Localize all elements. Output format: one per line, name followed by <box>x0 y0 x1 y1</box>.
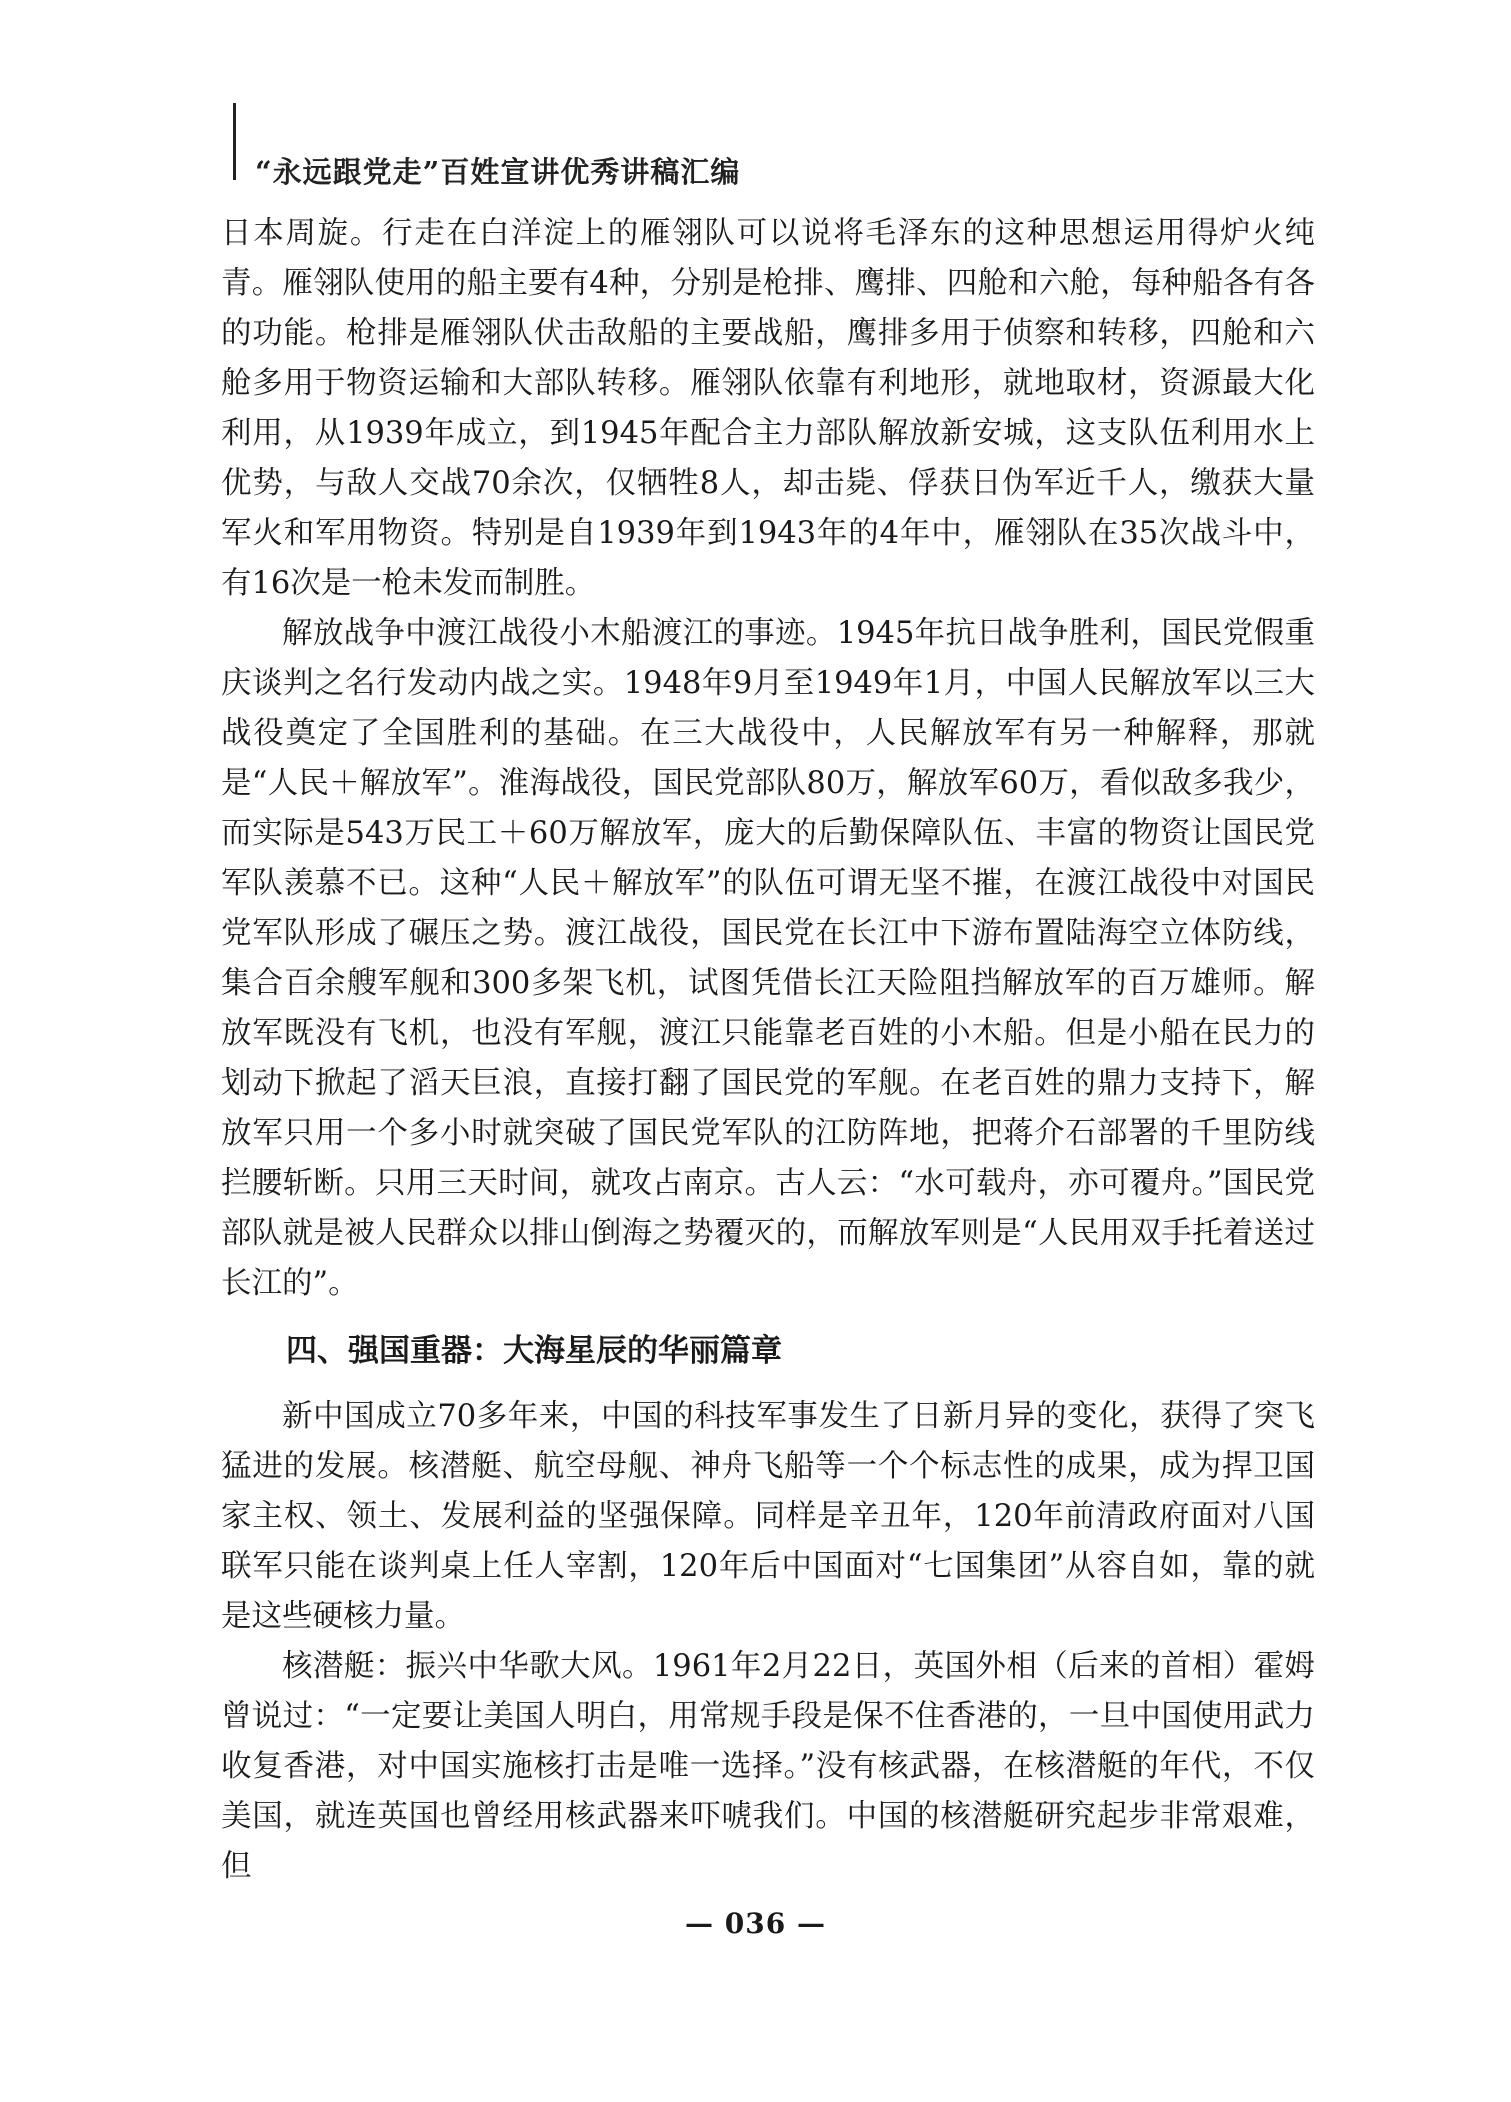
paragraph-crossing-river: 解放战争中渡江战役小木船渡江的事迹。1945年抗日战争胜利，国民党假重庆谈判之名行发动内战之实。1948年9月至1949年1月，中国人民解放军以三大战役奠定了全国胜利的基础。在三大战役中，人民解放军有另一种解释，那就是“人民＋解放军”。淮海战役，国民党部队80万，解放军60万，看似敌多我少，而实际是543万民工＋60万解放军，庞大的后勤保障队伍、丰富的物资让国民党军队羡慕不已。这种“人民＋解放军”的队伍可谓无坚不摧，在渡江战役中对国民党军队形成了碾压之势。渡江战役，国民党在长江中下游布置陆海空立体防线，集合百余艘军舰和300多架飞机，试图凭借长江天险阻挡解放军的百万雄师。解放军既没有飞机，也没有军舰，渡江只能靠老百姓的小木船。但是小船在民力的划动下掀起了滔天巨浪，直接打翻了国民党的军舰。在老百姓的鼎力支持下，解放军只用一个多小时就突破了国民党军队的江防阵地，把蒋介石部署的千里防线拦腰斩断。只用三天时间，就攻占南京。古人云：“水可载舟，亦可覆舟。”国民党部队就是被人民群众以排山倒海之势覆灭的，而解放军则是“人民用双手托着送过长江的”。 <box>221 616 1315 1301</box>
paragraph-tech-military: 新中国成立70多年来，中国的科技军事发生了日新月异的变化，获得了突飞猛进的发展。核潜艇、航空母舰、神舟飞船等一个个标志性的成果，成为捍卫国家主权、领土、发展利益的坚强保障。同样是辛丑年，120年前清政府面对八国联军只能在谈判桌上任人宰割，120年后中国面对“七国集团”从容自如，靠的就是这些硬核力量。 <box>221 1399 1315 1634</box>
paragraph-continued: 日本周旋。行走在白洋淀上的雁翎队可以说将毛泽东的这种思想运用得炉火纯青。雁翎队使用的船主要有4种，分别是枪排、鹰排、四舱和六舱，每种船各有各的功能。枪排是雁翎队伏击敌船的主要战船，鹰排多用于侦察和转移，四舱和六舱多用于物资运输和大部队转移。雁翎队依靠有利地形，就地取材，资源最大化利用，从1939年成立，到1945年配合主力部队解放新安城，这支队伍利用水上优势，与敌人交战70余次，仅牺牲8人，却击毙、俘获日伪军近千人，缴获大量军火和军用物资。特别是自1939年到1943年的4年中，雁翎队在35次战斗中，有16次是一枪未发而制胜。 <box>221 216 1315 601</box>
page-body <box>221 209 1315 1892</box>
section-heading: 四、强国重器：大海星辰的华丽篇章 <box>286 1333 782 1369</box>
paragraph-nuclear-submarine: 核潜艇：振兴中华歌大风。1961年2月22日，英国外相（后来的首相）霍姆曾说过：“一定要让美国人明白，用常规手段是保不住香港的，一旦中国使用武力收复香港，对中国实施核打击是唯一选择。”没有核武器，在核潜艇的年代，不仅美国，就连英国也曾经用核武器来吓唬我们。中国的核潜艇研究起步非常艰难，但 <box>221 1649 1315 1884</box>
header-divider <box>233 103 236 180</box>
page-number: — 036 — <box>685 1907 826 1940</box>
running-header: “永远跟党走”百姓宣讲优秀讲稿汇编 <box>255 155 741 189</box>
